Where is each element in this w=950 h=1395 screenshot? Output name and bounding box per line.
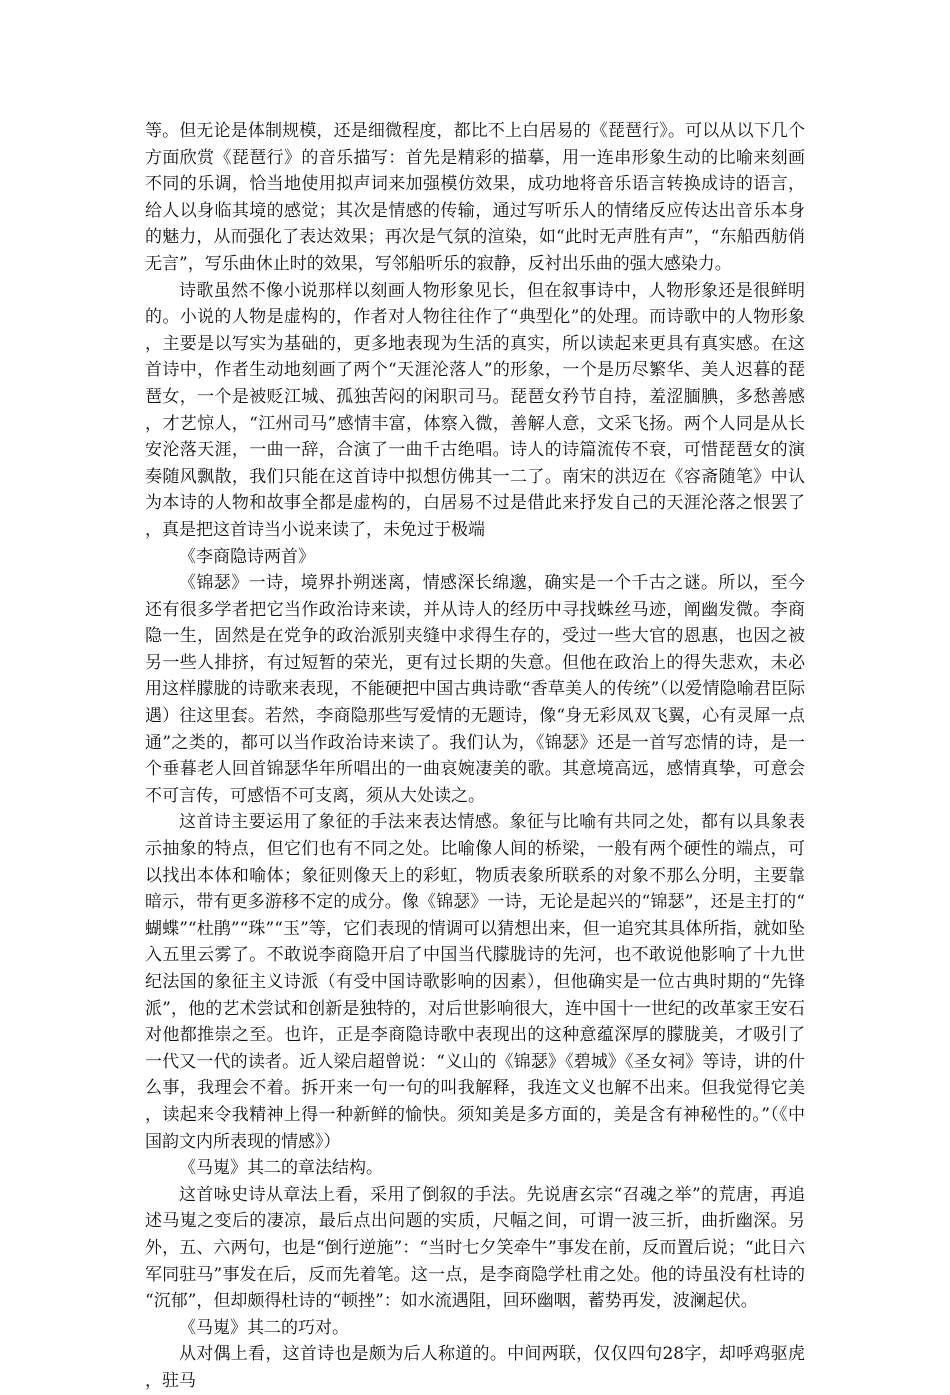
paragraph-mawei-structure: 这首咏史诗从章法上看，采用了倒叙的手法。先说唐玄宗“召魂之举”的荒唐，再追述马嵬之变后的凄凉，最后点出问题的实质，尺幅之间，可谓一波三折，曲折幽深。另外，五、六两句，也是“倒行逆施”：“当时七夕笑牵牛”事发在前，反而置后说；“此日六军同驻马”事发在后，反而先着笔。这一点，是李商隐学杜甫之处。他的诗虽没有杜诗的“沉郁”，但却颇得杜诗的“顿挫”：如水流遇阻，回环幽咽，蓄势再发，波澜起伏。 (145, 1184, 805, 1312)
paragraph-pipa-music: 等。但无论是体制规模，还是细微程度，都比不上白居易的《琵琶行》。可以从以下几个方面欣赏《琵琶行》的音乐描写：首先是精彩的描摹，用一连串形象生动的比喻来刻画不同的乐调，恰当地使用拟声词来加强模仿效果，成功地将音乐语言转换成诗的语言，给人以身临其境的感觉；其次是情感的传输，通过写听乐人的情绪反应传达出音乐本身的魅力，从而强化了表达效果；再次是气氛的渲染，如“此时无声胜有声”，“东船西舫俏无言”，写乐曲休止时的效果，写邻船听乐的寂静，反衬出乐曲的强大感染力。 (145, 121, 805, 274)
section-heading-mawei-structure: 《马嵬》其二的章法结构。 (179, 1158, 383, 1179)
document-page (145, 118, 805, 1395)
paragraph-jinse-symbolism: 这首诗主要运用了象征的手法来表达情感。象征与比喻有共同之处，都有以具象表示抽象的特点，但它们也有不同之处。比喻像人间的桥梁，一般有两个硬性的端点，可以找出本体和喻体；象征则像天上的彩虹，物质表象所联系的对象不那么分明，主要靠暗示，带有更多游移不定的成分。像《锦瑟》一诗，无论是起兴的“锦瑟”，还是主打的“蝴蝶”“杜鹃”“珠”“玉”等，它们表现的情调可以猜想出来，但一追究其具体所指，就如坠入五里云雾了。不敢说李商隐开启了中国当代朦胧诗的先河，也不敢说他影响了十九世纪法国的象征主义诗派（有受中国诗歌影响的因素），但他确实是一位古典时期的“先锋派”，他的艺术尝试和创新是独特的，对后世影响很大，连中国十一世纪的改革家王安石对他都推崇之至。也许，正是李商隐诗歌中表现出的这种意蕴深厚的朦胧美，才吸引了一代又一代的读者。近人梁启超曾说：“义山的《锦瑟》《碧城》《圣女祠》等诗，讲的什么事，我理会不着。拆开来一句一句的叫我解释，我连文义也解不出来。但我觉得它美，读起来令我精神上得一种新鲜的愉快。须知美是多方面的，美是含有神秘性的。”（《中国韵文内所表现的情感》） (145, 812, 805, 1152)
section-heading-li-shangyin: 《李商隐诗两首》 (179, 546, 315, 567)
paragraph-jinse-interpretation: 《锦瑟》一诗，境界扑朔迷离，情感深长绵邈，确实是一个千古之谜。所以，至今还有很多学者把它当作政治诗来读，并从诗人的经历中寻找蛛丝马迹，阐幽发微。李商隐一生，固然是在党争的政治派别夹缝中求得生存的，受过一些大官的恩惠，也因之被另一些人排挤，有过短暂的荣光，更有过长期的失意。但他在政治上的得失悲欢，未必用这样朦胧的诗歌来表现，不能硬把中国古典诗歌“香草美人的传统”（以爱情隐喻君臣际遇）往这里套。若然，李商隐那些写爱情的无题诗，像“身无彩凤双飞翼，心有灵犀一点通”之类的，都可以当作政治诗来读了。我们认为，《锦瑟》还是一首写恋情的诗，是一个垂暮老人回首锦瑟华年所唱出的一曲哀婉凄美的歌。其意境高远，感情真挚，可意会不可言传，可感悟不可支离，须从大处读之。 (145, 573, 805, 806)
section-heading-mawei-antithesis: 《马嵬》其二的巧对。 (179, 1317, 349, 1338)
paragraph-pipa-characters: 诗歌虽然不像小说那样以刻画人物形象见长，但在叙事诗中，人物形象还是很鲜明的。小说的人物是虚构的，作者对人物往往作了“典型化”的处理。而诗歌中的人物形象，主要是以写实为基础的，更多地表现为生活的真实，所以读起来更具有真实感。在这首诗中，作者生动地刻画了两个“天涯沦落人”的形象，一个是历尽繁华、美人迟暮的琵琶女，一个是被贬江城、孤独苦闷的闲职司马。琵琶女矜节自持，羞涩腼腆，多愁善感，才艺惊人，“江州司马”感情丰富，体察入微，善解人意，文采飞扬。两个人同是从长安沦落天涯，一曲一辞，合演了一曲千古绝唱。诗人的诗篇流传不衰，可惜琵琶女的演奏随风飘散，我们只能在这首诗中拟想仿佛其一二了。南宋的洪迈在《容斋随笔》中认为本诗的人物和故事全都是虚构的，白居易不过是借此来抒发自己的天涯沦落之恨罢了，真是把这首诗当小说来读了，未免过于极端 (145, 280, 805, 540)
paragraph-mawei-antithesis: 从对偶上看，这首诗也是颇为后人称道的。中间两联，仅仅四句28字，却呼鸡驱虎，驻马 (145, 1344, 805, 1391)
